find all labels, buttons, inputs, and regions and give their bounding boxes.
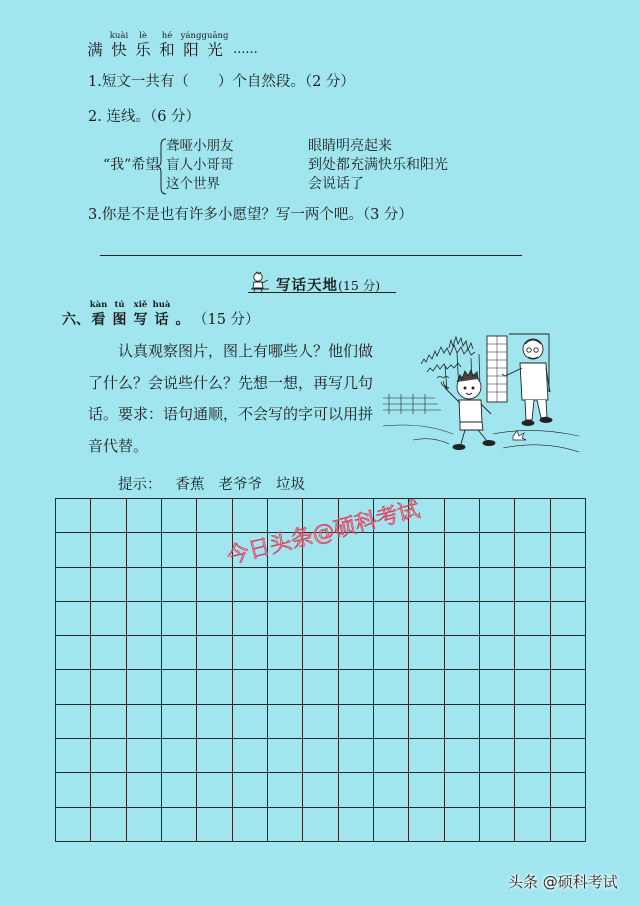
writing-grid-cell: [268, 705, 303, 739]
writing-grid-cell: [127, 533, 162, 567]
writing-grid-cell: [445, 705, 480, 739]
writing-grid-cell: [480, 670, 515, 704]
writing-grid-cell: [162, 636, 197, 670]
writing-grid-cell: [480, 568, 515, 602]
writing-grid-cell: [91, 602, 126, 636]
writing-grid-cell: [197, 670, 232, 704]
writing-grid-cell: [162, 602, 197, 636]
writing-grid-cell: [303, 739, 338, 773]
pinyin-unit: [131, 30, 155, 58]
section-score: (15 分): [338, 278, 381, 293]
writing-grid: [55, 498, 586, 842]
writing-grid-cell: [551, 808, 586, 842]
writing-grid-cell: [56, 808, 91, 842]
pinyin-text: xiě: [133, 300, 148, 310]
writing-grid-cell: [91, 636, 126, 670]
writing-grid-cell: [374, 568, 409, 602]
writing-grid-cell: [374, 808, 409, 842]
writing-grid-cell: [374, 739, 409, 773]
question-3: 3.你是不是也有许多小愿望？写一两个吧。（3 分）: [88, 207, 413, 223]
writing-grid-cell: [127, 808, 162, 842]
task-number: 六、: [62, 312, 90, 328]
matching-left-item: 盲人小哥哥: [166, 157, 234, 173]
writing-grid-cell: [551, 568, 586, 602]
answer-line: [100, 255, 522, 256]
writing-grid-cell: [303, 636, 338, 670]
writing-grid-cell: [409, 670, 444, 704]
writing-grid-cell: [91, 670, 126, 704]
writing-grid-cell: [233, 808, 268, 842]
footer-credit: [508, 872, 618, 892]
writing-grid-cell: [445, 568, 480, 602]
writing-grid-cell: [339, 808, 374, 842]
writing-grid-cell: [268, 773, 303, 807]
writing-grid-cell: [480, 499, 515, 533]
writing-grid-cell: [339, 739, 374, 773]
pinyin-text: yáng: [180, 31, 202, 41]
writing-grid-cell: [303, 670, 338, 704]
pinyin-text: kuài: [109, 31, 129, 41]
writing-grid-cell: [233, 739, 268, 773]
question-2: 2. 连线。（6 分）: [88, 109, 201, 125]
pinyin-unit: [83, 30, 107, 58]
writing-grid-cell: [551, 602, 586, 636]
writing-grid-cell: [515, 670, 550, 704]
writing-grid-cell: [480, 808, 515, 842]
writing-grid-cell: [374, 705, 409, 739]
writing-grid-cell: [197, 739, 232, 773]
writing-grid-cell: [162, 773, 197, 807]
writing-grid-cell: [127, 499, 162, 533]
writing-grid-cell: [197, 499, 232, 533]
writing-grid-cell: [91, 568, 126, 602]
watermark: 今日头条@硕科考试: [224, 497, 423, 570]
instruction-line: 认真观察图片，图上有哪些人？他们做: [118, 342, 374, 360]
pinyin-unit: [203, 30, 227, 58]
hanzi-char: 满: [87, 41, 103, 59]
writing-grid-cell: [480, 533, 515, 567]
writing-grid-cell: [339, 773, 374, 807]
hanzi-char: 阳: [183, 41, 199, 59]
writing-grid-cell: [374, 602, 409, 636]
writing-grid-cell: [303, 705, 338, 739]
hint-word: 垃圾: [276, 477, 305, 493]
writing-grid-cell: [480, 705, 515, 739]
writing-grid-cell: [480, 773, 515, 807]
writing-grid-cell: [445, 808, 480, 842]
writing-grid-cell: [127, 705, 162, 739]
writing-grid-cell: [91, 533, 126, 567]
writing-grid-cell: [515, 636, 550, 670]
pinyin-unit: [109, 300, 130, 329]
writing-grid-cell: [233, 636, 268, 670]
writing-grid-cell: [233, 602, 268, 636]
question-1: 1.短文一共有（ ）个自然段。（2 分）: [88, 74, 355, 90]
writing-grid-cell: [480, 636, 515, 670]
section-header: [248, 271, 396, 293]
writing-grid-cell: [339, 705, 374, 739]
writing-grid-cell: [233, 499, 268, 533]
matching-right-item: 会说话了: [308, 176, 364, 192]
writing-grid-cell: [162, 568, 197, 602]
writing-grid-cell: [127, 636, 162, 670]
pinyin-unit: [107, 30, 131, 58]
matching-left-column: [166, 137, 234, 194]
writing-grid-cell: [339, 568, 374, 602]
pinyin-unit: [179, 30, 203, 58]
writing-grid-cell: [56, 773, 91, 807]
hint-word: 香蕉: [175, 477, 205, 493]
section-title: [276, 274, 380, 295]
writing-grid-cell: [303, 808, 338, 842]
hanzi-char: 光: [207, 41, 223, 59]
ellipsis: ......: [233, 42, 258, 57]
writing-grid-cell: [303, 602, 338, 636]
writing-grid-cell: [162, 705, 197, 739]
writing-grid-cell: [339, 670, 374, 704]
writing-grid-cell: [91, 499, 126, 533]
illustration: [383, 330, 579, 458]
instruction-line: 了什么？会说些什么？先想一想，再写几句: [88, 373, 374, 392]
writing-grid-cell: [91, 739, 126, 773]
pinyin-text: guāng: [201, 31, 229, 41]
writing-grid-cell: [268, 808, 303, 842]
writing-grid-cell: [56, 739, 91, 773]
pinyin-unit: [172, 300, 193, 329]
writing-grid-cell: [551, 499, 586, 533]
writing-grid-cell: [480, 602, 515, 636]
matching-left-item: 这个世界: [166, 176, 220, 192]
writing-grid-cell: [480, 739, 515, 773]
writing-grid-cell: [127, 568, 162, 602]
writing-grid-cell: [162, 670, 197, 704]
writing-grid-cell: [551, 636, 586, 670]
writing-grid-cell: [197, 602, 232, 636]
matching-left-item: 聋哑小朋友: [166, 138, 234, 154]
writing-grid-cell: [374, 636, 409, 670]
hint-word: 老爷爷: [218, 477, 262, 493]
writing-grid-cell: [233, 568, 268, 602]
matching-right-item: 到处都充满快乐和阳光: [308, 157, 448, 173]
pinyin-unit: [130, 300, 151, 329]
writing-grid-cell: [56, 602, 91, 636]
pinyin-unit: [155, 30, 179, 58]
writing-grid-cell: [551, 670, 586, 704]
writing-grid-cell: [56, 705, 91, 739]
writing-grid-cell: [197, 773, 232, 807]
writing-grid-cell: [91, 705, 126, 739]
banana-peel: [513, 431, 526, 440]
hint-line: [118, 475, 305, 495]
hanzi-char: 快: [111, 41, 127, 59]
writing-grid-cell: [339, 602, 374, 636]
writing-grid-cell: [127, 602, 162, 636]
hanzi-char: 和: [159, 41, 175, 59]
writing-grid-cell: [515, 568, 550, 602]
writing-grid-cell: [445, 773, 480, 807]
writing-grid-cell: [445, 670, 480, 704]
writing-grid-cell: [374, 773, 409, 807]
writing-grid-cell: [56, 499, 91, 533]
footer-account: @硕科考试: [542, 873, 618, 891]
writing-grid-cell: [515, 499, 550, 533]
writing-grid-cell: [268, 670, 303, 704]
writing-grid-cell: [303, 773, 338, 807]
writing-grid-cell: [56, 533, 91, 567]
task-score: （15 分）: [193, 312, 260, 328]
writing-grid-cell: [233, 773, 268, 807]
writing-grid-cell: [197, 705, 232, 739]
instruction-line: 音代替。: [88, 437, 149, 456]
writing-grid-cell: [233, 705, 268, 739]
writing-grid-cell: [162, 739, 197, 773]
writing-grid-cell: [409, 773, 444, 807]
writing-grid-cell: [56, 636, 91, 670]
writing-grid-cell: [551, 705, 586, 739]
phrase-line: [83, 30, 258, 58]
writing-grid-cell: [409, 739, 444, 773]
cartoon-figure-icon: [249, 271, 271, 292]
writing-grid-cell: [445, 739, 480, 773]
writing-grid-cell: [339, 636, 374, 670]
hanzi-char: 写: [133, 312, 148, 328]
matching-right-column: [308, 137, 448, 194]
writing-grid-cell: [551, 533, 586, 567]
writing-grid-cell: [374, 533, 409, 567]
writing-grid-cell: [374, 670, 409, 704]
old-man-figure: [502, 339, 552, 426]
pinyin-text: huà: [152, 300, 171, 310]
writing-grid-cell: [409, 533, 444, 567]
writing-grid-cell: [445, 602, 480, 636]
writing-grid-cell: [445, 499, 480, 533]
writing-grid-cell: [91, 773, 126, 807]
matching-right-item: 眼睛明亮起来: [308, 138, 392, 154]
task-instructions: [88, 336, 373, 463]
writing-grid-cell: [515, 602, 550, 636]
writing-grid-cell: [127, 739, 162, 773]
writing-grid-cell: [127, 670, 162, 704]
writing-grid-cell: [409, 808, 444, 842]
writing-grid-cell: [303, 568, 338, 602]
writing-grid-cell: [162, 533, 197, 567]
writing-grid-cell: [268, 739, 303, 773]
hanzi-char: 图: [112, 312, 127, 328]
writing-grid-cell: [515, 808, 550, 842]
writing-grid-cell: [515, 533, 550, 567]
writing-grid-cell: [233, 670, 268, 704]
writing-grid-cell: [56, 670, 91, 704]
writing-grid-cell: [162, 808, 197, 842]
pinyin-unit: [88, 300, 109, 329]
writing-grid-cell: [197, 636, 232, 670]
writing-grid-cell: [515, 739, 550, 773]
writing-grid-cell: [445, 636, 480, 670]
pinyin-unit: [151, 300, 172, 329]
writing-grid-cell: [409, 568, 444, 602]
section-title-text: 写话天地: [276, 277, 338, 294]
hanzi-char: 看: [91, 312, 106, 328]
writing-grid-cell: [127, 773, 162, 807]
matching-prompt: “我”希望: [103, 157, 160, 173]
pinyin-text: hé: [161, 31, 173, 41]
writing-grid-cell: [515, 773, 550, 807]
writing-grid-cell: [551, 739, 586, 773]
writing-grid-cell: [515, 705, 550, 739]
pinyin-text: kàn: [89, 300, 108, 310]
writing-grid-cell: [551, 773, 586, 807]
writing-grid-cell: [268, 636, 303, 670]
hanzi-char: 。: [175, 312, 190, 328]
writing-grid-cell: [268, 602, 303, 636]
writing-grid-cell: [56, 568, 91, 602]
writing-grid-cell: [162, 499, 197, 533]
writing-grid-cell: [409, 705, 444, 739]
footer-brand: 头条: [508, 873, 539, 891]
writing-grid-cell: [409, 602, 444, 636]
instruction-line: 话。要求：语句通顺，不会写的字可以用拼: [88, 405, 374, 424]
writing-grid-cell: [445, 533, 480, 567]
pinyin-text: tú: [114, 300, 125, 310]
hanzi-char: 乐: [135, 41, 151, 59]
writing-grid-cell: [91, 808, 126, 842]
hanzi-char: 话: [154, 312, 169, 328]
writing-grid-cell: [268, 568, 303, 602]
hint-label: 提示：: [118, 477, 162, 493]
task-heading: [62, 300, 260, 329]
writing-grid-cell: [197, 808, 232, 842]
pinyin-text: lè: [139, 31, 147, 41]
writing-grid-cell: [409, 636, 444, 670]
